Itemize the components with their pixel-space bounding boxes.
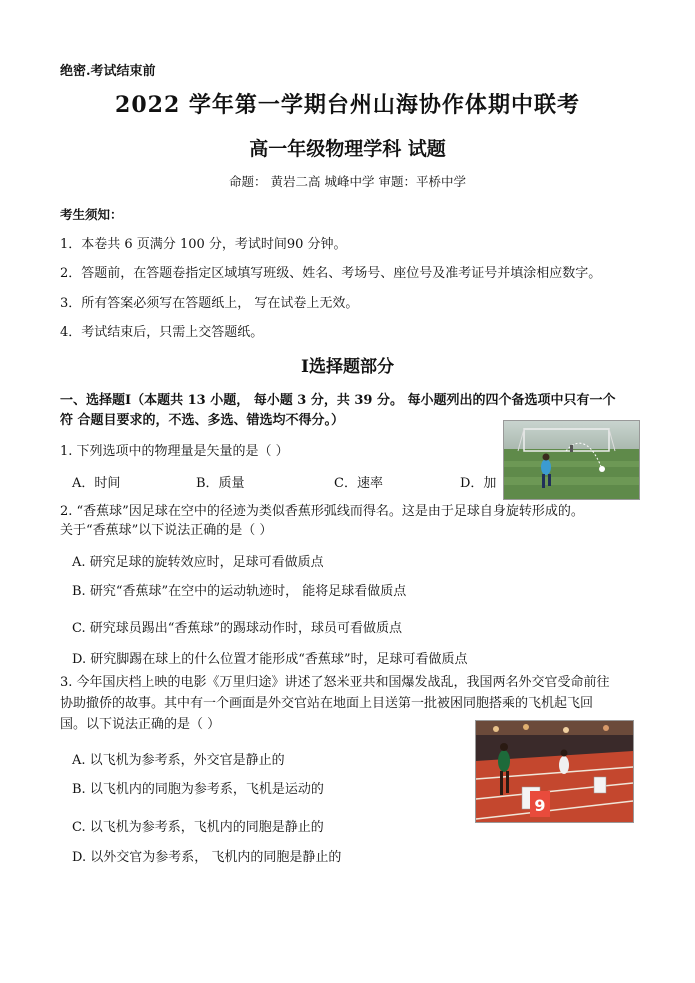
secret-label: 绝密.考试结束前 [60, 64, 156, 79]
track-race-photo-icon [475, 720, 634, 823]
question-2-option-d: D. 研究脚踢在球上的什么位置才能形成“香蕉球”时，足球可看做质点 [72, 652, 468, 667]
question-3-option-a: A. 以飞机为参考系，外交官是静止的 [72, 753, 285, 768]
question-3-option-d: D. 以外交官为参考系， 飞机内的同胞是静止的 [72, 850, 342, 865]
question-2-stem-line2: 关于“香蕉球”以下说法正确的是（ ） [60, 523, 273, 538]
notice-item-3: 3．所有答案必须写在答题纸上， 写在试卷上无效。 [60, 296, 359, 311]
soccer-field-photo-icon [503, 420, 640, 500]
question-3-stem-line2: 协助撤侨的故事。其中有一个画面是外交官站在地面上目送第一批被困同胞搭乘的飞机起飞回 [60, 696, 594, 711]
option-a: A．时间 [72, 476, 121, 491]
notice-item-2: 2．答题前，在答题卷指定区域填写班级、姓名、考场号、座位号及准考证号并填涂相应数字。 [60, 266, 602, 281]
question-3-option-b: B. 以飞机内的同胞为参考系，飞机是运动的 [72, 782, 324, 797]
section-title: Ⅰ选择题部分 [301, 357, 394, 377]
question-1-options [72, 472, 512, 491]
exam-subtitle: 高一年级物理学科 试题 [249, 138, 446, 160]
part-instructions-line2: 符 合题目要求的，不选、多选、错选均不得分。） [60, 413, 345, 428]
option-d: D．加 [460, 476, 497, 491]
lane-number-label: 9 [534, 796, 546, 815]
exam-authors: 命题： 黄岩二高 城峰中学 审题：平桥中学 [229, 174, 466, 189]
question-2-option-c: C. 研究球员踢出“香蕉球”的踢球动作时，球员可看做质点 [72, 621, 403, 636]
option-b: B．质量 [196, 476, 245, 491]
notice-item-1: 1．本卷共 6 页满分 100 分，考试时间90 分钟。 [60, 237, 347, 252]
question-3-stem-line3: 国。以下说法正确的是（ ） [60, 717, 221, 732]
question-3-stem-line1: 3. 今年国庆档上映的电影《万里归途》讲述了怒米亚共和国爆发战乱，我国两名外交官受命前往 [60, 675, 610, 690]
question-3-option-c: C. 以飞机为参考系，飞机内的同胞是静止的 [72, 820, 324, 835]
part-instructions-line1: 一、选择题Ⅰ（本题共 13 小题， 每小题 3 分，共 39 分。 每小题列出的四个备选项中只有一个 [60, 393, 616, 408]
option-c: C．速率 [334, 476, 383, 491]
notice-heading: 考生须知： [60, 207, 123, 222]
question-1-stem: 1. 下列选项中的物理量是矢量的是（ ） [60, 444, 289, 459]
notice-item-4: 4．考试结束后，只需上交答题纸。 [60, 325, 264, 340]
exam-title: 2022 学年第一学期台州山海协作体期中联考 [115, 92, 580, 118]
question-2-option-a: A. 研究足球的旋转效应时，足球可看做质点 [72, 555, 324, 570]
question-2-stem-line1: 2. “香蕉球”因足球在空中的径迹为类似香蕉形弧线而得名。这是由于足球自身旋转形成的。 [60, 504, 584, 519]
question-2-option-b: B. 研究“香蕉球”在空中的运动轨迹时， 能将足球看做质点 [72, 584, 407, 599]
